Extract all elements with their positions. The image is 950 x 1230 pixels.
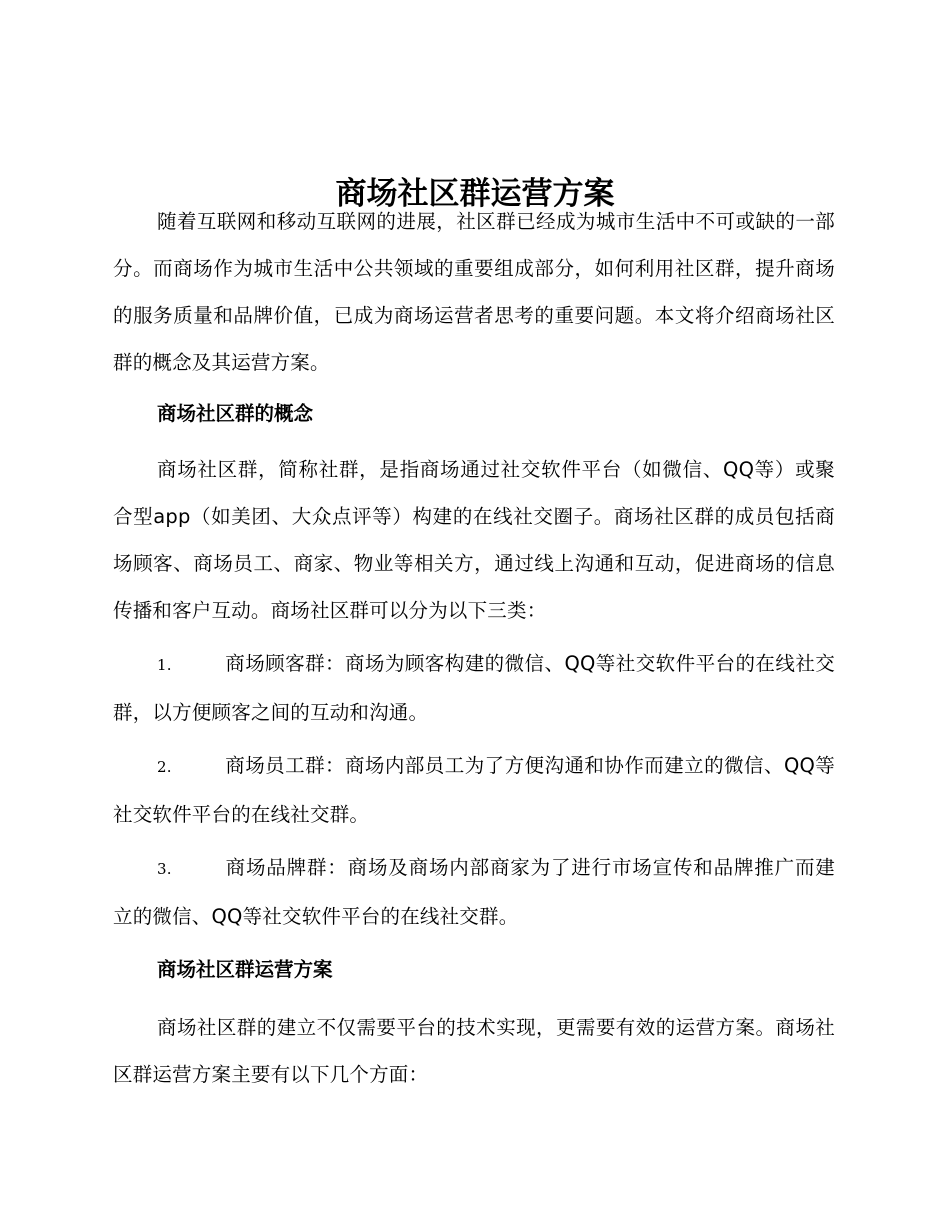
section-heading-operation: 商场社区群运营方案 bbox=[157, 958, 333, 981]
list-item bbox=[113, 742, 835, 838]
list-item bbox=[113, 844, 835, 940]
operation-paragraph: 商场社区群的建立不仅需要平台的技术实现，更需要有效的运营方案。商场社区群运营方案主要有以下几个方面： bbox=[113, 1016, 835, 1086]
intro-paragraph: 随着互联网和移动互联网的进展，社区群已经成为城市生活中不可或缺的一部分。而商场作为城市生活中公共领域的重要组成部分，如何利用社区群，提升商场的服务质量和品牌价值，已成为商场运营者思考的重要问题。本文将介绍商场社区群的概念及其运营方案。 bbox=[113, 210, 835, 374]
list-item-text: 商场员工群：商场内部员工为了方便沟通和协作而建立的微信、QQ等社交软件平台的在线社交群。 bbox=[113, 754, 835, 826]
list-number: 3. bbox=[157, 860, 172, 878]
list-item bbox=[113, 640, 835, 736]
list-number: 1. bbox=[157, 656, 172, 674]
section-heading-concept: 商场社区群的概念 bbox=[157, 402, 314, 425]
list-item-text: 商场顾客群：商场为顾客构建的微信、QQ等社交软件平台的在线社交群，以方便顾客之间的互动和沟通。 bbox=[113, 652, 835, 724]
concept-paragraph: 商场社区群，简称社群，是指商场通过社交软件平台（如微信、QQ等）或聚合型app（如美团、大众点评等）构建的在线社交圈子。商场社区群的成员包括商场顾客、商场员工、商家、物业等相关方，通过线上沟通和互动，促进商场的信息传播和客户互动。商场社区群可以分为以下三类： bbox=[113, 458, 835, 622]
list-number: 2. bbox=[157, 758, 172, 776]
document-title: 商场社区群运营方案 bbox=[335, 175, 615, 212]
list-item-text: 商场品牌群：商场及商场内部商家为了进行市场宣传和品牌推广而建立的微信、QQ等社交软件平台的在线社交群。 bbox=[113, 856, 835, 928]
